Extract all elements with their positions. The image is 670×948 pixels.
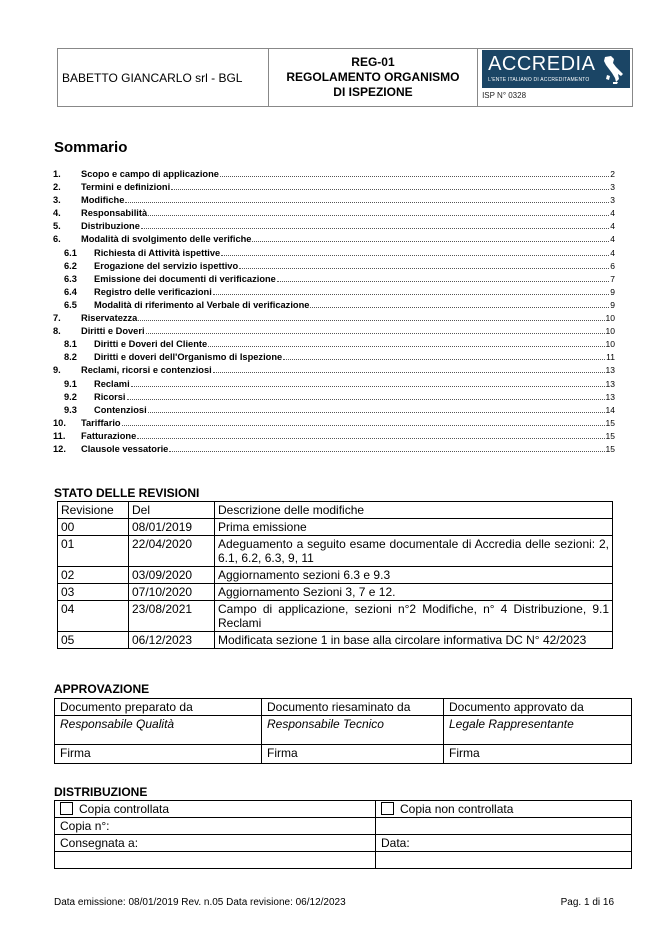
distribution-copy-type-row bbox=[55, 801, 632, 818]
toc-entry[interactable] bbox=[53, 430, 615, 443]
toc-leader-dots bbox=[127, 391, 605, 400]
revision-number: 01 bbox=[58, 536, 129, 567]
toc-leader-dots bbox=[148, 207, 609, 216]
revision-row bbox=[58, 584, 613, 601]
toc-leader-dots bbox=[310, 299, 609, 308]
toc-page-number: 15 bbox=[605, 430, 615, 441]
role-legal: Legale Rappresentante bbox=[444, 716, 632, 745]
toc-entry[interactable] bbox=[53, 417, 615, 430]
toc-label: Modalità di svolgimento delle verifiche bbox=[81, 234, 252, 245]
revision-number: 02 bbox=[58, 567, 129, 584]
sign-label: Firma bbox=[267, 746, 298, 760]
toc-page-number: 14 bbox=[605, 404, 615, 415]
toc-leader-dots bbox=[137, 430, 604, 439]
revision-number: 00 bbox=[58, 519, 129, 536]
controlled-copy-checkbox[interactable] bbox=[60, 802, 73, 815]
distribution-table bbox=[54, 800, 632, 869]
revision-row bbox=[58, 519, 613, 536]
document-title-line2: DI ISPEZIONE bbox=[333, 85, 413, 99]
toc-entry[interactable] bbox=[53, 378, 615, 391]
toc-number: 9.1 bbox=[64, 378, 77, 389]
toc-leader-dots bbox=[239, 260, 609, 269]
distribuzione-title: DISTRIBUZIONE bbox=[54, 785, 148, 799]
controlled-copy-label: Copia controllata bbox=[79, 802, 170, 816]
approval-header-approved: Documento approvato da bbox=[444, 699, 632, 716]
toc-page-number: 3 bbox=[610, 195, 615, 206]
toc-page-number: 13 bbox=[605, 391, 615, 402]
toc-number: 4. bbox=[53, 208, 61, 219]
toc-label: Reclami, ricorsi e contenziosi bbox=[81, 365, 212, 376]
toc-page-number: 11 bbox=[606, 352, 615, 363]
role-quality: Responsabile Qualità bbox=[55, 716, 262, 745]
toc-number: 7. bbox=[53, 313, 61, 324]
toc-leader-dots bbox=[131, 378, 605, 387]
toc-page-number: 13 bbox=[605, 365, 615, 376]
toc-entry[interactable] bbox=[53, 260, 615, 273]
toc-entry[interactable] bbox=[53, 299, 615, 312]
toc-label: Clausole vessatorie bbox=[81, 443, 169, 454]
toc-number: 11. bbox=[53, 430, 66, 441]
toc-label: Richiesta di Attività ispettive bbox=[94, 247, 221, 258]
toc-label: Riservatezza bbox=[81, 313, 138, 324]
logo-subtitle: L'ENTE ITALIANO DI ACCREDITAMENTO bbox=[488, 77, 590, 83]
revision-row bbox=[58, 632, 613, 649]
company-name: BABETTO GIANCARLO srl - BGL bbox=[58, 49, 269, 107]
toc-label: Diritti e Doveri del Cliente bbox=[94, 339, 208, 350]
toc-leader-dots bbox=[277, 273, 609, 282]
toc-page-number: 9 bbox=[610, 299, 615, 310]
toc-page-number: 6 bbox=[610, 260, 615, 271]
copy-number-field[interactable] bbox=[55, 818, 376, 835]
toc-page-number: 10 bbox=[605, 326, 615, 337]
toc-number: 9.2 bbox=[64, 391, 77, 402]
toc-entry[interactable] bbox=[53, 443, 615, 456]
distribution-empty-cell[interactable] bbox=[376, 852, 632, 869]
approval-header-reviewed: Documento riesaminato da bbox=[262, 699, 444, 716]
toc-label: Diritti e Doveri bbox=[81, 326, 145, 337]
toc-leader-dots bbox=[138, 312, 604, 321]
sign-field-reviewed[interactable] bbox=[262, 745, 444, 764]
toc-page-number: 15 bbox=[605, 417, 615, 428]
toc-label: Termini e definizioni bbox=[81, 182, 171, 193]
revision-row bbox=[58, 567, 613, 584]
toc-number: 5. bbox=[53, 221, 61, 232]
uncontrolled-copy-label: Copia non controllata bbox=[400, 802, 514, 816]
toc-leader-dots bbox=[220, 168, 609, 177]
revision-description: Aggiornamento Sezioni 3, 7 e 12. bbox=[215, 584, 613, 601]
toc-leader-dots bbox=[283, 351, 605, 360]
toc-number: 6.1 bbox=[64, 247, 77, 258]
toc-page-number: 2 bbox=[610, 169, 615, 179]
toc-page-number: 4 bbox=[610, 208, 615, 219]
toc-number: 3. bbox=[53, 195, 61, 206]
sign-field-approved[interactable] bbox=[444, 745, 632, 764]
revision-description: Prima emissione bbox=[215, 519, 613, 536]
toc-label: Distribuzione bbox=[81, 221, 140, 232]
toc-label: Emissione dei documenti di verificazione bbox=[94, 273, 276, 284]
toc-number: 6.4 bbox=[64, 286, 77, 297]
toc-leader-dots bbox=[213, 286, 609, 295]
toc-leader-dots bbox=[146, 325, 605, 334]
distribution-delivered-row bbox=[55, 835, 632, 852]
toc-number: 9.3 bbox=[64, 404, 77, 415]
toc-number: 1. bbox=[53, 169, 61, 179]
document-title-line1: REGOLAMENTO ORGANISMO bbox=[286, 70, 460, 84]
toc-number: 6.2 bbox=[64, 260, 77, 271]
toc-label: Diritti e doveri dell'Organismo di Ispezione bbox=[94, 352, 283, 363]
toc-entry[interactable] bbox=[53, 312, 615, 325]
toc-number: 6. bbox=[53, 234, 61, 245]
revision-row bbox=[58, 601, 613, 632]
revision-row bbox=[58, 536, 613, 567]
toc-entry[interactable] bbox=[53, 391, 615, 404]
sign-label: Firma bbox=[60, 746, 91, 760]
accreditation-logo-cell bbox=[478, 49, 633, 107]
toc-entry[interactable] bbox=[53, 247, 615, 260]
distribution-empty-row bbox=[55, 852, 632, 869]
toc-leader-dots bbox=[221, 247, 609, 256]
toc-label: Erogazione del servizio ispettivo bbox=[94, 260, 239, 271]
uncontrolled-copy-cell bbox=[376, 801, 632, 818]
date-field[interactable] bbox=[376, 835, 632, 852]
revision-description: Adeguamento a seguito esame documentale di Accredia delle sezioni: 2, 6.1, 6.2, 6.3, 9, 11 bbox=[215, 536, 613, 567]
toc-entry[interactable] bbox=[53, 207, 615, 220]
toc-label: Modalità di riferimento al Verbale di verificazione bbox=[94, 299, 310, 310]
table-of-contents bbox=[53, 168, 615, 456]
toc-number: 8. bbox=[53, 326, 61, 337]
toc-entry[interactable] bbox=[53, 220, 615, 233]
date-label: Data: bbox=[381, 836, 410, 850]
toc-label: Registro delle verificazioni bbox=[94, 286, 212, 297]
revision-description: Modificata sezione 1 in base alla circolare informativa DC N° 42/2023 bbox=[215, 632, 613, 649]
sign-field-prepared[interactable] bbox=[55, 745, 262, 764]
revision-date: 06/12/2023 bbox=[129, 632, 215, 649]
uncontrolled-copy-checkbox[interactable] bbox=[381, 802, 394, 815]
revision-number: 05 bbox=[58, 632, 129, 649]
revision-number: 04 bbox=[58, 601, 129, 632]
toc-entry[interactable] bbox=[53, 233, 615, 246]
toc-number: 9. bbox=[53, 365, 61, 376]
toc-page-number: 13 bbox=[605, 378, 615, 389]
copy-number-extra[interactable] bbox=[376, 818, 632, 835]
toc-entry[interactable] bbox=[53, 404, 615, 417]
revisions-table bbox=[57, 501, 613, 649]
toc-number: 6.5 bbox=[64, 299, 77, 310]
toc-leader-dots bbox=[169, 443, 604, 452]
toc-page-number: 10 bbox=[605, 313, 615, 324]
toc-leader-dots bbox=[148, 404, 605, 413]
toc-page-number: 9 bbox=[610, 286, 615, 297]
document-title bbox=[268, 49, 477, 107]
toc-leader-dots bbox=[171, 181, 609, 190]
document-header bbox=[57, 48, 633, 107]
revision-date: 23/08/2021 bbox=[129, 601, 215, 632]
approvazione-title: APPROVAZIONE bbox=[54, 682, 150, 696]
italy-map-icon bbox=[602, 55, 624, 85]
toc-page-number: 10 bbox=[605, 339, 615, 350]
revisions-header-rev: Revisione bbox=[58, 502, 129, 519]
delivered-to-field[interactable] bbox=[55, 835, 376, 852]
toc-leader-dots bbox=[213, 364, 605, 373]
toc-page-number: 15 bbox=[605, 443, 615, 454]
toc-label: Ricorsi bbox=[94, 391, 126, 402]
page-number: Pag. 1 di 16 bbox=[560, 897, 614, 908]
toc-leader-dots bbox=[208, 338, 604, 347]
toc-number: 6.3 bbox=[64, 273, 77, 284]
toc-entry[interactable] bbox=[53, 194, 615, 207]
toc-label: Contenziosi bbox=[94, 404, 147, 415]
distribution-empty-cell[interactable] bbox=[55, 852, 376, 869]
toc-entry[interactable] bbox=[53, 364, 615, 377]
toc-entry[interactable] bbox=[53, 325, 615, 338]
revisions-header-desc: Descrizione delle modifiche bbox=[215, 502, 613, 519]
toc-label: Modifiche bbox=[81, 195, 125, 206]
toc-label: Scopo e campo di applicazione bbox=[81, 169, 219, 179]
toc-entry[interactable] bbox=[53, 338, 615, 351]
approval-sign-row bbox=[55, 745, 632, 764]
revision-date: 07/10/2020 bbox=[129, 584, 215, 601]
toc-label: Reclami bbox=[94, 378, 130, 389]
distribution-copy-number-row bbox=[55, 818, 632, 835]
toc-label: Responsabilità bbox=[81, 208, 148, 219]
sign-label: Firma bbox=[449, 746, 480, 760]
revisions-header-date: Del bbox=[129, 502, 215, 519]
toc-number: 8.1 bbox=[64, 339, 77, 350]
toc-label: Fatturazione bbox=[81, 430, 137, 441]
page-footer bbox=[54, 897, 614, 908]
revision-description: Aggiornamento sezioni 6.3 e 9.3 bbox=[215, 567, 613, 584]
footer-dates: Data emissione: 08/01/2019 Rev. n.05 Data revisione: 06/12/2023 bbox=[54, 897, 346, 908]
toc-page-number: 3 bbox=[610, 182, 615, 193]
toc-number: 8.2 bbox=[64, 352, 77, 363]
approval-header-prepared: Documento preparato da bbox=[55, 699, 262, 716]
toc-leader-dots bbox=[125, 194, 609, 203]
toc-leader-dots bbox=[122, 417, 605, 426]
document-code: REG-01 bbox=[351, 55, 395, 69]
toc-number: 12. bbox=[53, 443, 66, 454]
revision-date: 08/01/2019 bbox=[129, 519, 215, 536]
copy-number-label: Copia n°: bbox=[60, 819, 110, 833]
revision-number: 03 bbox=[58, 584, 129, 601]
logo-text: ACCREDIA bbox=[488, 53, 596, 75]
accredia-logo bbox=[482, 50, 630, 88]
toc-entry[interactable] bbox=[53, 168, 615, 181]
approval-roles-row bbox=[55, 716, 632, 745]
toc-number: 10. bbox=[53, 417, 66, 428]
role-technical: Responsabile Tecnico bbox=[262, 716, 444, 745]
revision-description: Campo di applicazione, sezioni n°2 Modifiche, n° 4 Distribuzione, 9.1 Reclami bbox=[215, 601, 613, 632]
delivered-to-label: Consegnata a: bbox=[60, 836, 139, 850]
approval-table bbox=[54, 698, 632, 764]
toc-leader-dots bbox=[141, 220, 609, 229]
toc-entry[interactable] bbox=[53, 181, 615, 194]
sommario-title: Sommario bbox=[54, 139, 128, 156]
toc-page-number: 7 bbox=[610, 273, 615, 284]
toc-leader-dots bbox=[252, 233, 609, 242]
revision-date: 22/04/2020 bbox=[129, 536, 215, 567]
revision-date: 03/09/2020 bbox=[129, 567, 215, 584]
toc-number: 2. bbox=[53, 182, 61, 193]
toc-entry[interactable] bbox=[53, 273, 615, 286]
toc-entry[interactable] bbox=[53, 286, 615, 299]
toc-entry[interactable] bbox=[53, 351, 615, 364]
toc-page-number: 4 bbox=[610, 247, 615, 258]
revisions-header-row bbox=[58, 502, 613, 519]
controlled-copy-cell bbox=[55, 801, 376, 818]
toc-page-number: 4 bbox=[610, 234, 615, 245]
approval-header-row bbox=[55, 699, 632, 716]
toc-label: Tariffario bbox=[81, 417, 121, 428]
isp-number: ISP N° 0328 bbox=[482, 91, 527, 100]
revisioni-title: STATO DELLE REVISIONI bbox=[54, 486, 200, 500]
toc-page-number: 4 bbox=[610, 221, 615, 232]
